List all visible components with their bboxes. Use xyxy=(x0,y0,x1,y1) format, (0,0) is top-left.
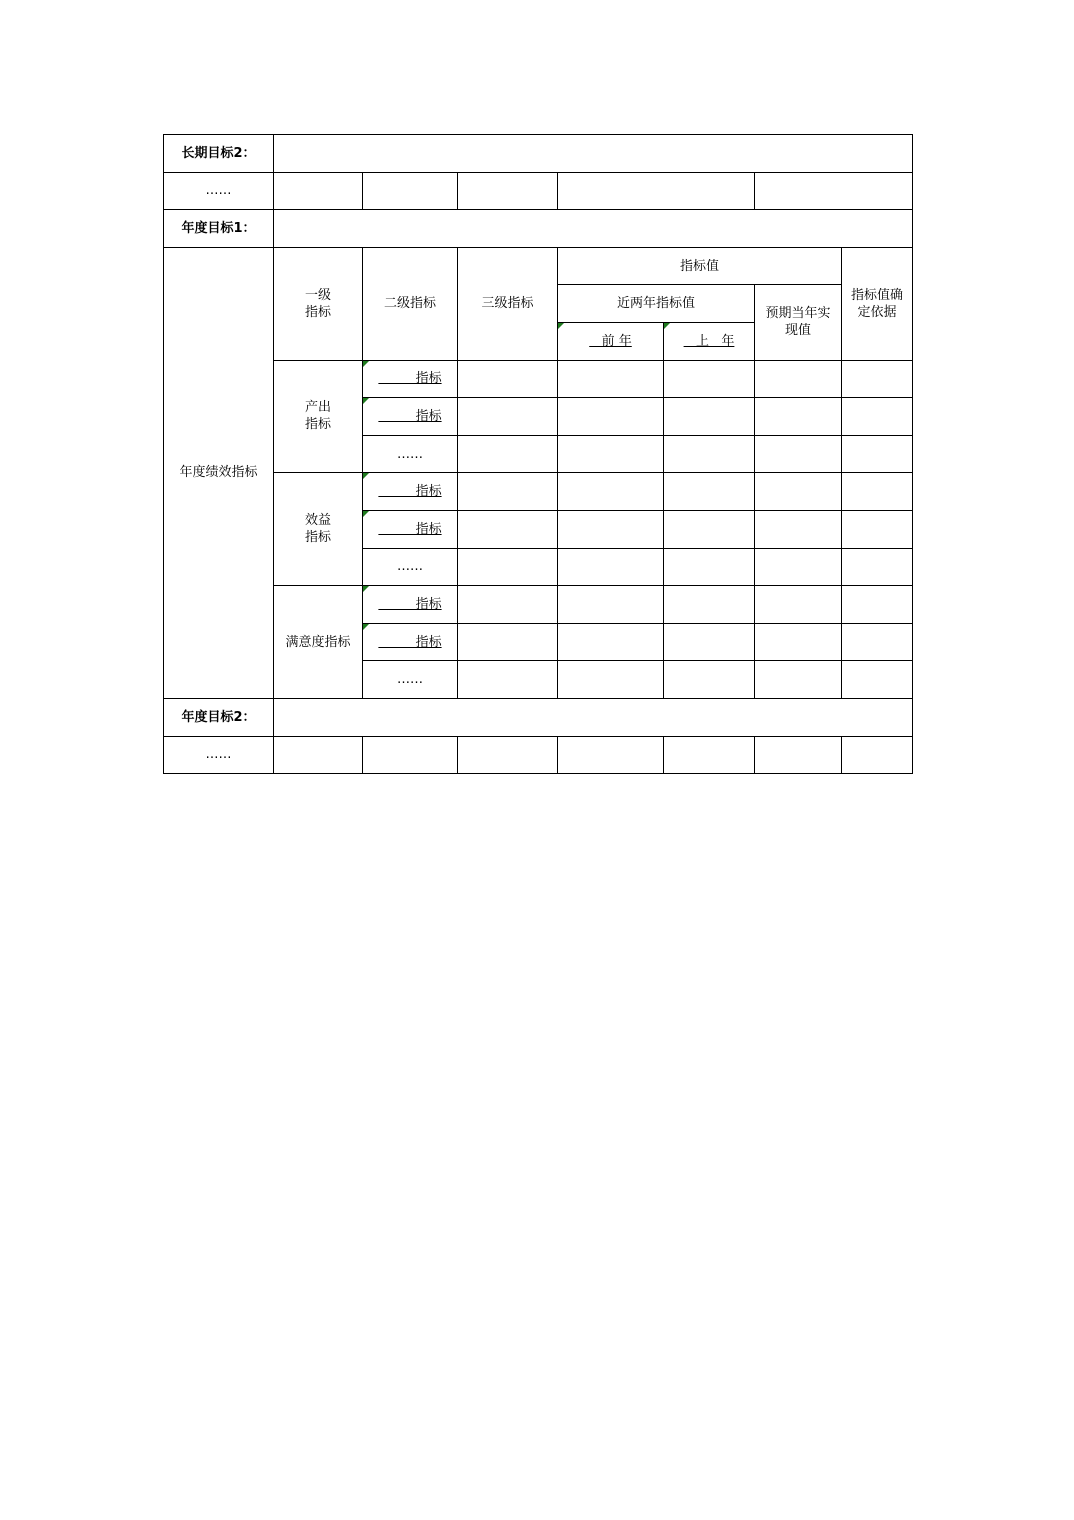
cell[interactable] xyxy=(664,623,755,661)
header-basis-line1: 指标值确 xyxy=(851,287,904,303)
annual-goal-1-row xyxy=(164,210,913,248)
final-ellipsis: …… xyxy=(164,736,274,774)
annual-perf-indicator-label: 年度绩效指标 xyxy=(164,247,274,698)
cell[interactable] xyxy=(842,548,913,586)
level2-cell[interactable] xyxy=(363,510,458,548)
cell[interactable] xyxy=(664,586,755,624)
level2-indicator-text: 指标 xyxy=(378,634,442,650)
cell[interactable] xyxy=(755,172,913,210)
category-benefit-line2: 指标 xyxy=(304,530,331,546)
table-row xyxy=(164,586,913,624)
table-row xyxy=(164,473,913,511)
cell[interactable] xyxy=(558,548,664,586)
long-term-goal-2-label: 长期目标2： xyxy=(164,135,274,173)
cell[interactable] xyxy=(664,435,755,473)
cell[interactable] xyxy=(664,398,755,436)
cell[interactable] xyxy=(458,360,558,398)
header-last-year xyxy=(664,322,755,360)
cell[interactable] xyxy=(664,661,755,699)
level2-cell[interactable] xyxy=(363,360,458,398)
header-level2: 二级指标 xyxy=(363,247,458,360)
cell[interactable] xyxy=(842,661,913,699)
cell[interactable] xyxy=(458,398,558,436)
header-expected xyxy=(755,285,842,360)
level2-indicator-text: 指标 xyxy=(378,371,442,387)
header-prev-year xyxy=(558,322,664,360)
cell[interactable] xyxy=(458,623,558,661)
cell[interactable] xyxy=(755,360,842,398)
cell[interactable] xyxy=(842,473,913,511)
cell[interactable] xyxy=(755,623,842,661)
cell[interactable] xyxy=(458,435,558,473)
cell[interactable] xyxy=(664,736,755,774)
cell[interactable] xyxy=(558,586,664,624)
cell[interactable] xyxy=(458,473,558,511)
cell[interactable] xyxy=(842,736,913,774)
cell[interactable] xyxy=(558,360,664,398)
performance-goal-table xyxy=(163,134,913,774)
cell[interactable] xyxy=(755,736,842,774)
cell[interactable] xyxy=(558,473,664,511)
cell[interactable] xyxy=(458,661,558,699)
category-output-line2: 指标 xyxy=(304,417,331,433)
header-indicator-value: 指标值 xyxy=(558,247,842,285)
cell[interactable] xyxy=(664,548,755,586)
cell[interactable] xyxy=(558,736,664,774)
long-term-ellipsis-row xyxy=(164,172,913,210)
level2-cell[interactable] xyxy=(363,398,458,436)
cell[interactable] xyxy=(274,736,363,774)
header-expected-line2: 现值 xyxy=(784,323,811,339)
cell[interactable] xyxy=(558,172,755,210)
cell[interactable] xyxy=(755,435,842,473)
cell[interactable] xyxy=(558,398,664,436)
long-term-ellipsis: …… xyxy=(164,172,274,210)
long-term-goal-2-value[interactable] xyxy=(274,135,913,173)
cell[interactable] xyxy=(458,586,558,624)
table-row xyxy=(164,360,913,398)
level2-indicator-text: 指标 xyxy=(378,484,442,500)
level2-cell[interactable] xyxy=(363,473,458,511)
header-last-year-text: 上 年 xyxy=(683,333,735,349)
category-output-line1: 产出 xyxy=(304,400,331,416)
cell[interactable] xyxy=(558,435,664,473)
cell[interactable] xyxy=(755,398,842,436)
cell[interactable] xyxy=(842,586,913,624)
cell[interactable] xyxy=(842,510,913,548)
cell[interactable] xyxy=(458,548,558,586)
annual-goal-2-row xyxy=(164,698,913,736)
cell[interactable] xyxy=(458,510,558,548)
cell[interactable] xyxy=(363,736,458,774)
category-output xyxy=(274,360,363,473)
header-basis-line2: 定依据 xyxy=(857,304,897,320)
category-benefit xyxy=(274,473,363,586)
header-level1-line1: 一级 xyxy=(304,287,331,303)
level2-indicator-text: 指标 xyxy=(378,521,442,537)
cell[interactable] xyxy=(558,510,664,548)
cell[interactable] xyxy=(664,360,755,398)
cell[interactable] xyxy=(842,623,913,661)
header-prev-year-text: 前 年 xyxy=(589,333,632,349)
cell[interactable] xyxy=(842,435,913,473)
level2-indicator-text: 指标 xyxy=(378,408,442,424)
header-level1 xyxy=(274,247,363,360)
long-term-goal-2-row xyxy=(164,135,913,173)
final-ellipsis-row xyxy=(164,736,913,774)
cell[interactable] xyxy=(755,586,842,624)
cell[interactable] xyxy=(274,172,363,210)
annual-goal-1-value[interactable] xyxy=(274,210,913,248)
category-benefit-line1: 效益 xyxy=(304,513,331,529)
level2-ellipsis: …… xyxy=(363,548,458,586)
cell[interactable] xyxy=(664,473,755,511)
cell[interactable] xyxy=(458,172,558,210)
cell[interactable] xyxy=(755,548,842,586)
cell[interactable] xyxy=(558,661,664,699)
annual-goal-1-label: 年度目标1： xyxy=(164,210,274,248)
cell[interactable] xyxy=(755,510,842,548)
level2-indicator-text: 指标 xyxy=(378,596,442,612)
header-expected-line1: 预期当年实 xyxy=(765,306,831,322)
cell[interactable] xyxy=(458,736,558,774)
header-level3: 三级指标 xyxy=(458,247,558,360)
cell[interactable] xyxy=(363,172,458,210)
annual-goal-2-label: 年度目标2： xyxy=(164,698,274,736)
cell[interactable] xyxy=(755,661,842,699)
cell[interactable] xyxy=(842,360,913,398)
cell[interactable] xyxy=(842,398,913,436)
header-level1-line2: 指标 xyxy=(304,304,331,320)
header-basis xyxy=(842,247,913,360)
level2-cell[interactable] xyxy=(363,586,458,624)
cell[interactable] xyxy=(664,510,755,548)
level2-cell[interactable] xyxy=(363,623,458,661)
header-row-1 xyxy=(164,247,913,285)
header-recent-two-years: 近两年指标值 xyxy=(558,285,755,323)
cell[interactable] xyxy=(558,623,664,661)
annual-goal-2-value[interactable] xyxy=(274,698,913,736)
category-satisfaction: 满意度指标 xyxy=(274,586,363,699)
level2-ellipsis: …… xyxy=(363,661,458,699)
cell[interactable] xyxy=(755,473,842,511)
level2-ellipsis: …… xyxy=(363,435,458,473)
